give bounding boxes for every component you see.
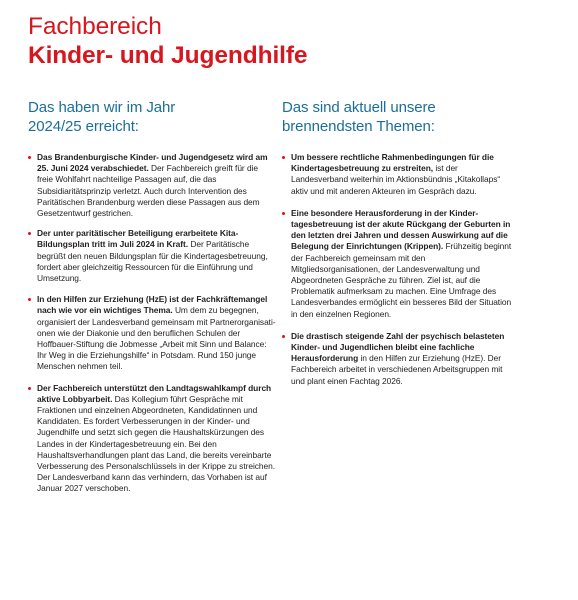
list-item-text: Frühzeitig beginnt der Fachbereich gemeinsam mit den Mitgliedsorganisationen, der Landesverwaltung und Abgeordneten Gespräche zu führen. Ziel ist, auf die Problematik aufmerksam zu machen. Eine Umfrage des Landesverbandes ermöglicht ein besseres Bild der Situation in den einzelnen Regionen.: [291, 241, 512, 319]
current-topics-heading-line-1: Das sind aktuell unsere: [282, 99, 436, 116]
list-item: [282, 152, 514, 197]
list-item: [28, 383, 276, 495]
current-topics-column: [282, 98, 514, 398]
achievements-heading: [28, 98, 276, 136]
achievements-list: [28, 152, 276, 495]
achievements-heading-line-2: 2024/25 erreicht:: [28, 118, 139, 135]
list-item-text: in den Hilfen zur Erziehung (HzE). Der Fachbereich arbeitet in verschiedenen Arbeitsgruppen mit und plant einen Fachtag 2026.: [291, 353, 503, 386]
title-line-1: Fachbereich: [28, 13, 162, 40]
current-topics-heading-line-2: brennendsten Themen:: [282, 118, 435, 135]
list-item: [28, 152, 276, 219]
current-topics-list: [282, 152, 514, 387]
achievements-heading-line-1: Das haben wir im Jahr: [28, 99, 176, 116]
list-item-text: Der Fachbereich greift für die freie Wohlfahrt nachteilige Passagen auf, die das Subsidiaritätsprinzip verletzt. Auch durch Intervention des Paritätischen Brandenburg werden diese Passagen aus dem Gesetzentwurf gestrichen.: [37, 163, 260, 219]
list-item-lead: Der Fachbereich unterstützt den Landtagswahlkampf durch aktive Lobbyarbeit.: [37, 382, 272, 404]
list-item-lead: Die drastisch steigende Zahl der psychisch belasteten Kinder- und Jugendlichen bleibt eine fachliche Herausforderung: [291, 330, 505, 364]
list-item-text: Der Paritätische begrüßt den neuen Bildungsplan für die Kindertagesbetreuung, fordert aber gleichzeitig Ressourcen für die Einführung und Umsetzung.: [37, 239, 268, 284]
list-item: [282, 331, 514, 387]
list-item-lead: Das Brandenburgische Kinder- und Jugendgesetz wird am 25. Juni 2024 verabschiedet.: [37, 152, 268, 174]
list-item: [282, 208, 514, 320]
list-item-lead: Eine besondere Herausforderung in der Kindertagesbetreuung ist der akute Rückgang der Geburten in den letzten drei Jahren und dessen Auswirkung auf die Belegung der Einrichtungen (Krippen).: [291, 207, 511, 252]
current-topics-heading: [282, 98, 514, 136]
list-item: [28, 228, 276, 284]
title-line-2: Kinder- und Jugendhilfe: [28, 42, 308, 69]
list-item: [28, 294, 276, 372]
achievements-column: [28, 98, 276, 504]
list-item-text: Um dem zu begegnen, organisiert der Landesverband gemeinsam mit Partnerorganisationen wie der Diakonie und den beruflichen Schulen der Hoffbauer-Stiftung die Jobmesse „Arbeit mit Sinn und Balance: Ihr Weg in die Erziehungshilfe“ in Potsdam. Rund 150 junge Menschen nehmen teil.: [37, 305, 276, 372]
list-item-lead: In den Hilfen zur Erziehung (HzE) ist der Fachkräftemangel nach wie vor ein wichtiges Thema.: [37, 294, 268, 316]
list-item-text: Das Kollegium führt Gespräche mit Fraktionen und einzelnen Abgeordneten, Kandidatinnen und Kandidaten. Es fordert Verbesserungen in der Kinder- und Jugendhilfe und setzt sich gegen die Haushaltskürzungen des Landes in der Kindertagesbetreuung ein. Bei den Haushaltsverhandlungen plant das Land, die bereits vereinbarte Verbesserung des Personalschlüssels in der Krippe zu streichen. Der Landesverband kann das verhindern, das Vorhaben ist auf Januar 2027 verschoben.: [37, 393, 275, 494]
list-item-lead: Um bessere rechtliche Rahmenbedingungen für die Kindertagesbetreuung zu erstreiten,: [291, 152, 494, 174]
list-item-lead: Der unter paritätischer Beteiligung erarbeitete Kita-Bildungsplan tritt im Juli 2024 in Kraft.: [37, 228, 239, 250]
page-title: [28, 12, 307, 70]
list-item-text: ist der Landesverband weiterhin im Aktionsbündnis „Kitakollaps“ aktiv und mit anderen Akteuren im Gespräch dazu.: [291, 163, 501, 196]
